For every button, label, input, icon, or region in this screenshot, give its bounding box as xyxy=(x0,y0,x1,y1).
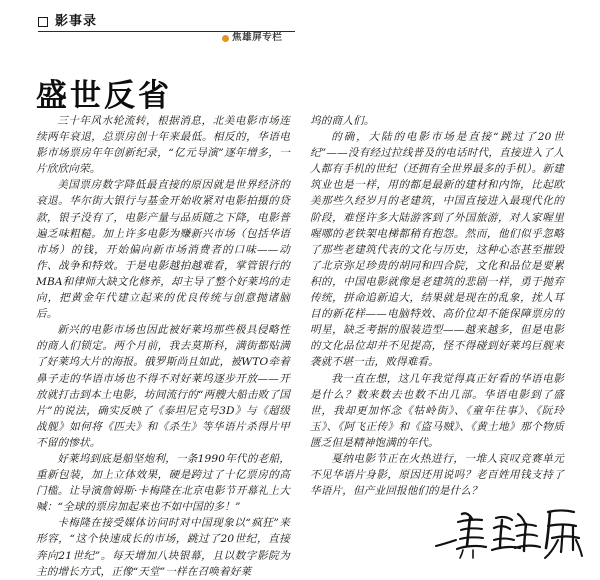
page-title: 盛世反省 xyxy=(36,77,172,114)
orange-dot-icon xyxy=(222,35,229,42)
left-column xyxy=(36,113,290,578)
paragraph: 卡梅隆在接受媒体访问时对中国现象以“疯狂”来形容，“这个快速成长的市场，跳过了20世纪，直接奔向21世纪”。每天增加八块银幕，且以数字影院为主的增长方式，正像“天堂”一样在召唤着好莱 xyxy=(36,517,290,578)
right-column xyxy=(310,113,564,561)
paragraph: 戛纳电影节正在火热进行，一堆人哀叹竞赛单元不见华语片身影，原因还用说吗？老百姓用钱支持了华语片，但产业回报他们的是什么？ xyxy=(310,452,564,498)
masthead xyxy=(38,12,295,34)
hollow-square-icon xyxy=(38,17,48,27)
article-body xyxy=(36,113,564,578)
paragraph: 新兴的电影市场也因此被好莱坞那些极具侵略性的商人们锁定。两个月前，我去莫斯科，满街都贴满了好莱坞大片的海报。俄罗斯尚且如此，被WTO牵着鼻子走的华语市场也不得不对好莱坞逐步开放——开放就打击到本土电影，坊间流行的“两艘大船击败了国片”的说法，确实反映了《泰坦尼克号3D》与《超级战舰》如何将《匹夫》和《杀生》等华语片杀得片甲不留的惨状。 xyxy=(36,324,290,449)
column-tag-label: 焦雄屏专栏 xyxy=(232,32,283,44)
paragraph: 的确，大陆的电影市场是直接“跳过了20世纪”——没有经过拉线普及的电话时代，直接进入了人人都有手机的世纪（还拥有全世界最多的手机）。新建筑业也是一样，用的都是最新的建材和内饰，比起欧美那些久经岁月的老建筑，中国直接进入最现代化的阶段，难怪许多大陆游客到了外国旅游，对人家喔里喔哪的老铁架电梯都稍有抱怨。然而，他们似乎忽略了那些老建筑代表的文化与历史，这种心态甚至摧毁了北京弥足珍贵的胡同和四合院，文化和品位是要累积的，中国电影就像是老建筑的悲剧一样，勇于抛弃传统，拼命追新追大，结果就是现在的乱象，扰人耳目的新花样——电脑特效、高价位却不能保障票房的明星，缺乏考据的服装造型——越来越多，但是电影的文化品位却并不见提高，怪不得碰到好莱坞巨舰来袭就不堪一击，败得难看。 xyxy=(310,131,564,369)
paragraph: 美国票房数字降低最直接的原因就是世界经济的衰退。华尔街大银行与基金开始收紧对电影拍摄的贷款，银子没有了，电影产量与品质随之下降，电影普遍乏味粗糙。加上许多电影为赚新兴市场（包括华语市场）的钱，开始偏向新市场消费者的口味——动作、战争和特效。于是电影越拍越难看，掌管银行的MBA和律师大缺文化修养，却主导了整个好莱坞的走向，把黄金年代建立起来的优良传统与创意抛诸脑后。 xyxy=(36,179,290,321)
author-signature xyxy=(432,498,592,560)
paragraph: 好莱坞到底是船坚炮利，一条1990年代的老船，重新包装，加上立体效果，硬是跨过了十亿票房的高门槛。让导演詹姆斯·卡梅隆在北京电影节开幕礼上大喊：“全球的票房加起来也不如中国的多！” xyxy=(36,452,290,514)
paragraph: 坞的商人们。 xyxy=(310,115,375,127)
paragraph: 我一直在想，这几年我觉得真正好看的华语电影是什么？数来数去也数不出几部。华语电影到了盛世，我却更加怀念《牯岭街》、《童年往事》、《阮玲玉》、《阿飞正传》和《盗马贼》、《黄土地》那个物质匮乏但是精神饱满的年代。 xyxy=(310,372,564,449)
signature-strokes xyxy=(432,498,592,560)
masthead-row xyxy=(38,12,295,31)
masthead-label: 影事录 xyxy=(55,14,98,29)
column-tag xyxy=(222,32,283,44)
paragraph: 三十年风水轮流转，根据消息，北美电影市场连续两年衰退，总票房创十年来最低。相反的，华语电影市场票房年年创新纪录，“亿元导演”逐年增多，一片欣欣向荣。 xyxy=(36,115,290,176)
